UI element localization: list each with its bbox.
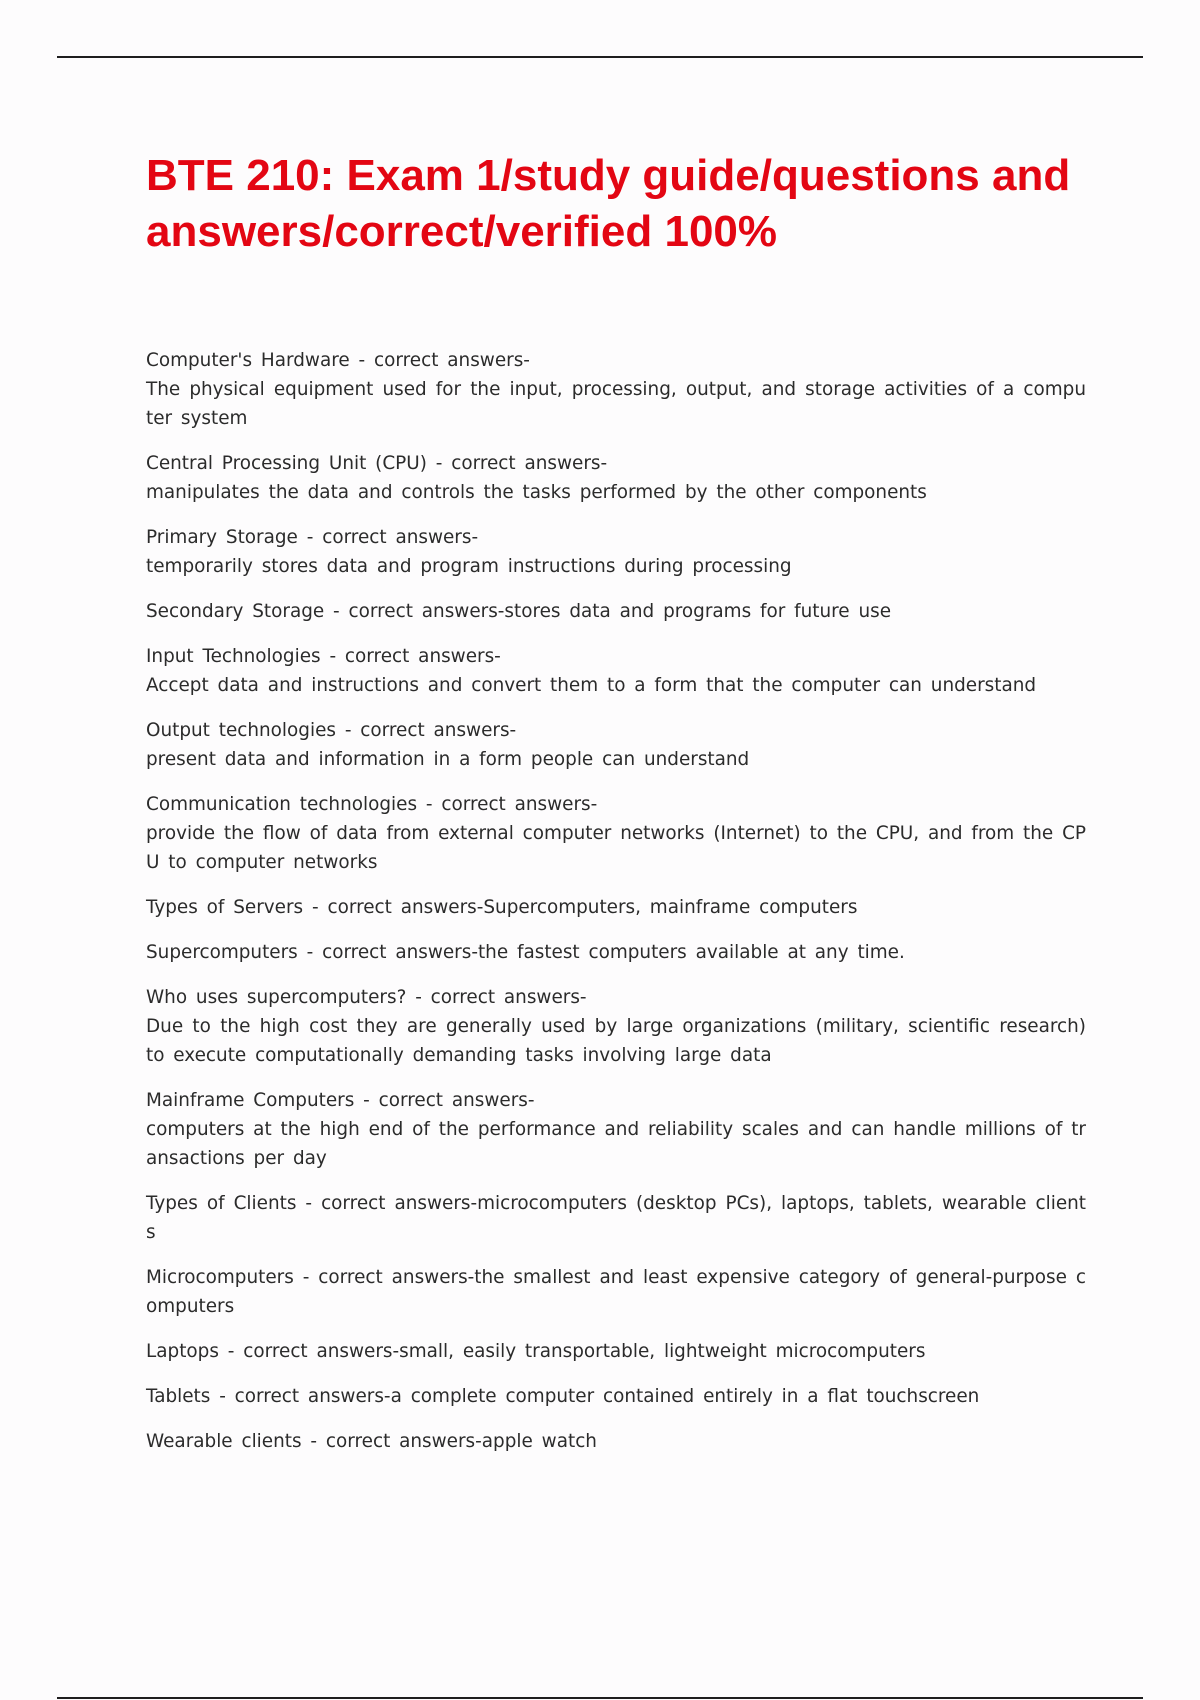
qa-separator: - correct answers- (293, 1267, 475, 1288)
qa-entry (146, 1086, 1086, 1173)
qa-term: Supercomputers (146, 942, 298, 963)
qa-entry (146, 1189, 1086, 1247)
qa-separator: - correct answers- (301, 1431, 482, 1452)
qa-term: Who uses supercomputers? (146, 987, 407, 1008)
qa-entry (146, 716, 1086, 774)
qa-separator: - correct answers- (320, 646, 501, 667)
qa-entry (146, 893, 1086, 922)
qa-answer: small, easily transportable, lightweight microcomputers (399, 1341, 926, 1362)
qa-term: Microcomputers (146, 1267, 294, 1288)
qa-entry (146, 983, 1086, 1070)
qa-entry (146, 642, 1086, 700)
qa-separator: - correct answers- (296, 1193, 478, 1214)
qa-entry (146, 1263, 1086, 1321)
qa-answer: provide the flow of data from external computer networks (Internet) to the CPU, and from the CPU to computer networks (146, 823, 1086, 873)
qa-answer: apple watch (481, 1431, 597, 1452)
qa-answer: The physical equipment used for the input, processing, output, and storage activities of a computer system (146, 379, 1086, 429)
qa-entry (146, 1427, 1086, 1456)
qa-entry (146, 790, 1086, 877)
qa-term: Computer's Hardware (146, 350, 350, 371)
qa-answer: Supercomputers, mainframe computers (483, 897, 858, 918)
qa-separator: - correct answers- (349, 350, 530, 371)
qa-separator: - correct answers- (218, 1341, 400, 1362)
top-rule (57, 56, 1143, 58)
qa-separator: - correct answers- (406, 987, 587, 1008)
qa-separator: - correct answers- (303, 897, 484, 918)
qa-answer: the fastest computers available at any time. (477, 942, 905, 963)
qa-entry (146, 1382, 1086, 1411)
qa-answer: a complete computer contained entirely in a flat touchscreen (390, 1386, 980, 1407)
qa-entry (146, 938, 1086, 967)
qa-answer: manipulates the data and controls the tasks performed by the other components (146, 482, 927, 503)
qa-list (146, 346, 1086, 1472)
qa-term: Types of Servers (146, 897, 304, 918)
qa-answer: computers at the high end of the performance and reliability scales and can handle millions of transactions per day (146, 1119, 1086, 1169)
qa-separator: - correct answers- (297, 942, 478, 963)
qa-term: Laptops (146, 1341, 219, 1362)
qa-answer: the smallest and least expensive category of general-purpose computers (146, 1267, 1086, 1317)
qa-term: Primary Storage (146, 527, 298, 548)
qa-answer: Due to the high cost they are generally used by large organizations (military, scientific research) to execute computationally demanding tasks involving large data (146, 1016, 1086, 1066)
qa-answer: temporarily stores data and program instructions during processing (146, 556, 792, 577)
qa-separator: - correct answers- (354, 1090, 535, 1111)
qa-term: Output technologies (146, 720, 336, 741)
qa-answer: microcomputers (desktop PCs), laptops, tablets, wearable clients (146, 1193, 1086, 1243)
bottom-rule (57, 1697, 1143, 1699)
qa-separator: - correct answers- (335, 720, 517, 741)
qa-term: Wearable clients (146, 1431, 302, 1452)
qa-entry (146, 523, 1086, 581)
qa-term: Input Technologies (146, 646, 321, 667)
qa-term: Secondary Storage (146, 601, 325, 622)
document-title: BTE 210: Exam 1/study guide/questions and answers/correct/verified 100% (146, 151, 1071, 256)
qa-term: Tablets (146, 1386, 211, 1407)
qa-separator: - correct answers- (417, 794, 598, 815)
qa-separator: - correct answers- (426, 453, 608, 474)
qa-entry (146, 1337, 1086, 1366)
qa-term: Types of Clients (146, 1193, 297, 1214)
qa-entry (146, 449, 1086, 507)
qa-entry (146, 346, 1086, 433)
qa-term: Central Processing Unit (CPU) (146, 453, 427, 474)
qa-separator: - correct answers- (324, 601, 505, 622)
qa-answer: Accept data and instructions and convert them to a form that the computer can understand (146, 675, 1037, 696)
qa-entry (146, 597, 1086, 626)
qa-separator: - correct answers- (210, 1386, 391, 1407)
qa-answer: stores data and programs for future use (504, 601, 892, 622)
qa-term: Mainframe Computers (146, 1090, 355, 1111)
qa-term: Communication technologies (146, 794, 418, 815)
qa-answer: present data and information in a form people can understand (146, 749, 750, 770)
qa-separator: - correct answers- (297, 527, 479, 548)
